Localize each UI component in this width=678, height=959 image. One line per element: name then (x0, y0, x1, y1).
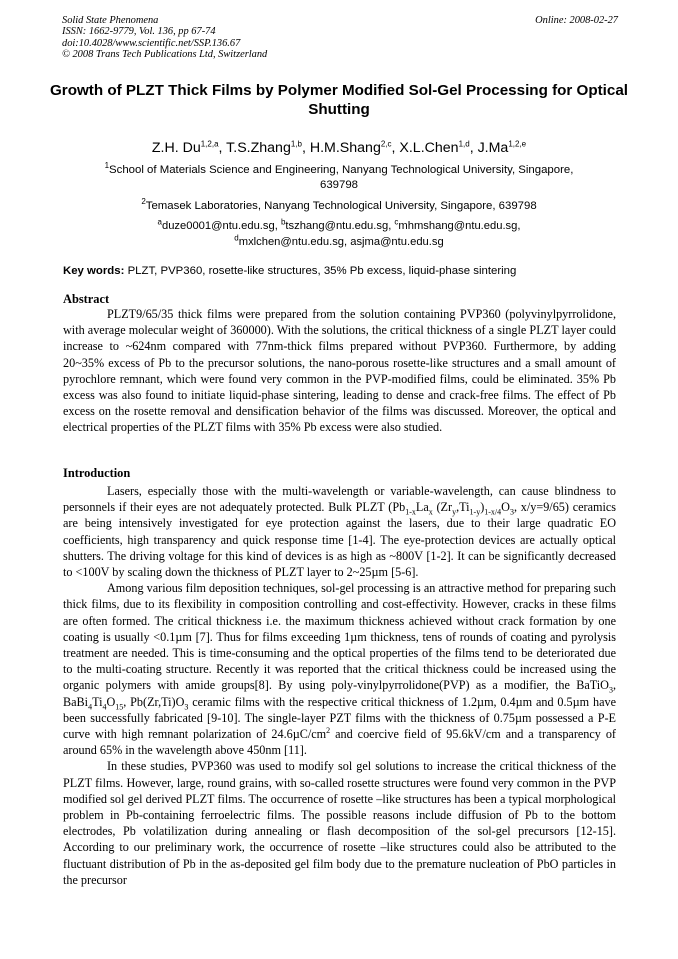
author-list: Z.H. Du$^{1,2,a}$, T.S.Zhang$^{1,b}$, H.M.Shang$^{2,c}$, X.L.Chen$^{1,d}$, J.Ma$^{1,2,e}$ (151, 139, 527, 156)
issn-line: ISSN: 1662-9779, Vol. 136, pp 67-74 (62, 26, 216, 38)
keywords-text: PLZT, PVP360, rosette-like structures, 35% Pb excess, liquid-phase sintering (127, 265, 517, 277)
email-link[interactable]: mhmshang@ntu.edu.sg (398, 220, 518, 232)
online-date: Online: 2008-02-27 (535, 15, 618, 26)
email-link[interactable]: tszhang@ntu.edu.sg (285, 220, 389, 232)
paper-title: Growth of PLZT Thick Films by Polymer Modified Sol-Gel Processing for Optical Shutting (49, 82, 629, 118)
author-name: J.Ma (477, 140, 509, 156)
keywords-label: Key words: (63, 265, 125, 277)
email-link[interactable]: mxlchen@ntu.edu.sg (238, 235, 345, 248)
author-name: Z.H. Du (151, 140, 201, 156)
abstract-heading: Abstract (63, 292, 110, 306)
introduction-heading: Introduction (63, 466, 131, 480)
affiliation-number: 1 (104, 161, 110, 171)
affiliation-number: 2 (141, 197, 146, 207)
email-link[interactable]: asjma@ntu.edu.sg (350, 235, 444, 248)
email-link[interactable]: duze0001@ntu.edu.sg (161, 220, 275, 232)
copyright-line: © 2008 Trans Tech Publications Ltd, Switzerland (62, 49, 268, 61)
abstract-text: PLZT9/65/35 thick films were prepared from the solution containing PVP360 (polyvinylpyrrolidone, with average molecular weight of 360000). With the solutions, the critical thickness of a single PLZT layer could increase to ~624nm compared with 77nm-thick films prepared without PVP360. Furthermore, by adding 20~35% excess of Pb to the precursor solutions, the nano-porous rosette-like structures and a small amount of pyrochlore remnant, which were found very common in the PVP-modified films, could be eliminated. 35% Pb excess was also found to initiate liquid-phase sintering, leading to dense and crack-free films. The effect of Pb excess on the rosette removal and densification behavior of the films was discussed. Moreover, the optical and electrical properties of the PLZT films with 35% Pb excess were also studied. (63, 307, 616, 435)
intro-paragraph-1: Lasers, especially those with the multi-wavelength or variable-wavelength, can cause blindness to personnels if their eyes are not adequately protected. Bulk PLZT ($Pb_{1-x}La_x$ $(Zr_y,Ti_{1-y})_{1-x/4}O_3$, x/y=9/65) ceramics are being intensively investigated for eye protection against the lasers, due to their large quadratic EO coefficients, high transparency and quick response time [1-4]. The eye-protection devices are actually optical shutters. The driving voltage for this kind of devices is as high as ~800V [1-2]. It can be significantly decreased to <100V by scaling down the thickness of PLZT layer to 2~25µm [5-6]. (63, 484, 616, 580)
abstract-body (63, 306, 616, 436)
author-name: T.S.Zhang (226, 140, 291, 156)
affiliation-text: Temasek Laboratories, Nanyang Technological University, Singapore, 639798 (145, 200, 537, 212)
email-block: $^a$duze0001@ntu.edu.sg, $^b$tszhang@ntu.edu.sg, $^c$mhmshang@ntu.edu.sg, $^d$mxlchen@ntu.edu.sg, asjma@ntu.edu.sg (157, 217, 521, 248)
affiliation-2 (96, 199, 582, 214)
author-affil-sup: 1,2,a (200, 139, 219, 149)
affiliation-1 (96, 163, 582, 193)
author-affil-sup: 2,c (380, 139, 392, 149)
author-affil-sup: 1,b (290, 139, 302, 149)
author-affil-sup: 1,d (458, 139, 470, 149)
journal-name: Solid State Phenomena (62, 15, 159, 26)
intro-paragraph-2: Among various film deposition techniques, sol-gel processing is an attractive method for preparing such thick films, due to its flexibility in composition controlling and cost-effectivity. However, cracks in these films are often formed. The critical thickness i.e. the maximum thickness achieved without crack formation by one coating is usually <0.1µm [7]. Thus for films exceeding 1µm thickness, tens of rounds of coating and pyrolysis treatment are needed. This is time-consuming and the optical properties of the films tend to be deteriorated due to the multi-coating structure. Recently it was reported that the critical thickness could be increased using the organic polymers with amide groups[8]. By using poly-vinylpyrrolidone(PVP) as a modifier, the BaTiO$_3$, $BaBi_4Ti_4O_{15}$, $Pb(Zr,Ti)O_3$ ceramic films with the respective critical thickness of 1.2µm, 0.4µm and 0.5µm have been successfully fabricated [9-10]. The single-layer PZT films with the thickness of 0.75µm possessed a P-E curve with high remnant polarization of $24.6\mu C/cm^2$ and coercive field of 95.6kV/cm and a transparency of around 65% in the wavelength above 450nm [11]. (63, 581, 616, 758)
author-name: H.M.Shang (309, 140, 381, 156)
affiliation-text: School of Materials Science and Engineering, Nanyang Technological University, Singapore, 639798 (109, 164, 574, 191)
keywords (63, 264, 623, 278)
journal-header (62, 15, 618, 61)
introduction-body (63, 483, 616, 888)
author-name: X.L.Chen (399, 140, 459, 156)
intro-paragraph-3: In these studies, PVP360 was used to modify sol gel solutions to increase the critical thickness of the PLZT films. However, large, round grains, with so-called rosette structures were found very common in the PVP modified sol gel derived PLZT films. The occurrence of rosette –like structures has been a typical morphological problem in Pb-containing ferroelectric films. The possible reasons include diffusion of Pb to the bottom electrodes, Pb volatilization during annealing or flash decomposition of the sol-gel precursors [12-15]. According to our preliminary work, the occurrence of rosette –like structures could also be attributed to the fluctuant distribution of Pb in the as-deposited gel film body due to the premature nucleation of PbO particles in the precursor (63, 759, 616, 887)
author-affil-sup: 1,2,e (508, 139, 527, 149)
doi-line[interactable]: doi:10.4028/www.scientific.net/SSP.136.67 (62, 37, 241, 49)
